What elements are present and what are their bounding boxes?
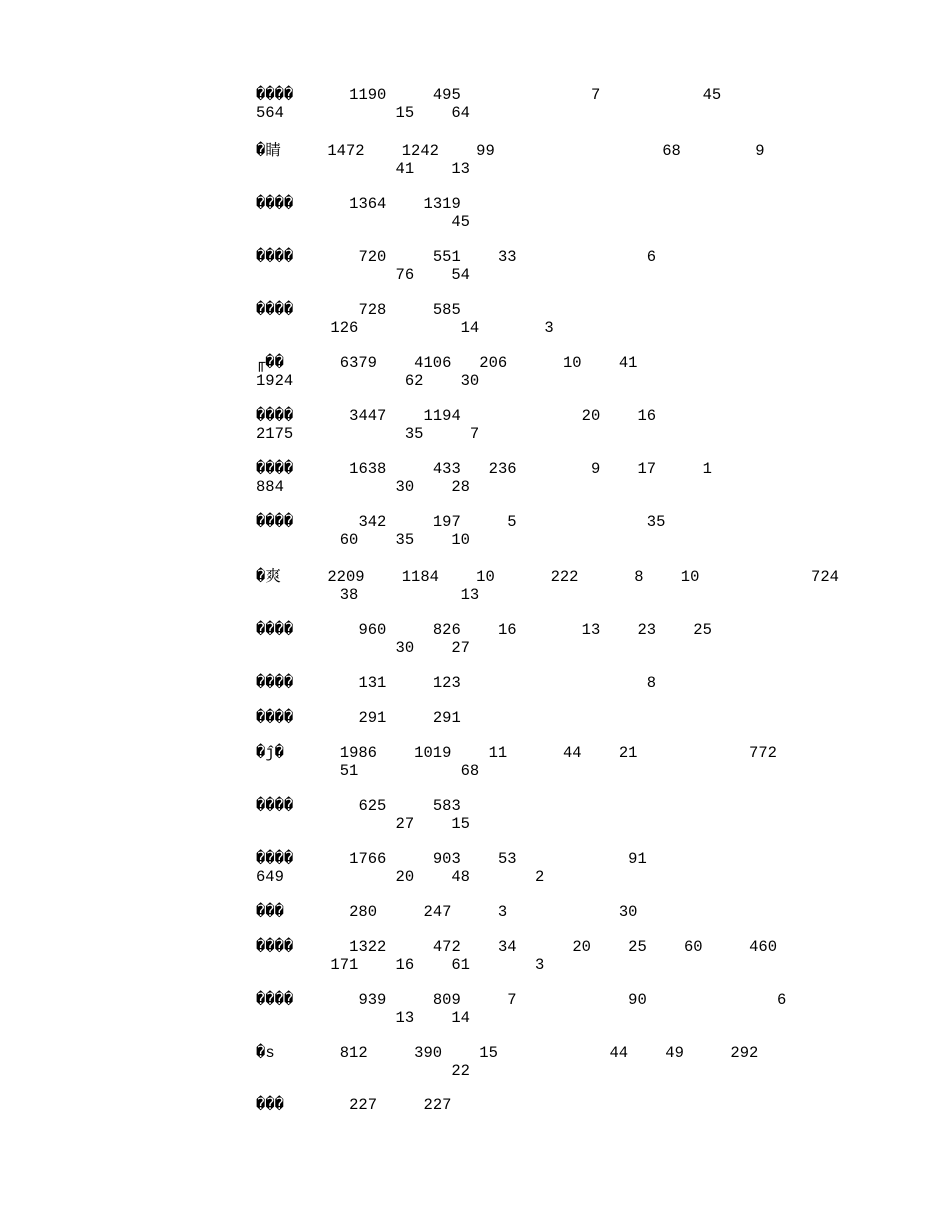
- text-line-30: 649 20 48 2: [256, 868, 545, 886]
- text-line-7: ���� 720 551 33 6: [256, 248, 657, 266]
- text-line-35: 13 14: [256, 1009, 470, 1027]
- text-line-24: ���� 291 291: [256, 709, 461, 727]
- text-line-5: ���� 1364 1319: [256, 195, 461, 213]
- text-line-26: 51 68: [256, 762, 480, 780]
- text-line-9: ���� 728 585: [256, 301, 461, 319]
- text-line-22: 30 27: [256, 639, 470, 657]
- text-line-28: 27 15: [256, 815, 470, 833]
- text-line-25: �ĵ� 1986 1019 11 44 21 772: [256, 744, 777, 762]
- text-line-1: ���� 1190 495 7 45: [256, 86, 722, 104]
- text-line-21: ���� 960 826 16 13 23 25: [256, 621, 712, 639]
- text-line-18: 60 35 10: [256, 531, 470, 549]
- text-line-33: 171 16 61 3: [256, 956, 545, 974]
- text-line-4: 41 13: [256, 160, 470, 178]
- text-line-29: ���� 1766 903 53 91: [256, 850, 647, 868]
- text-line-17: ���� 342 197 5 35: [256, 513, 666, 531]
- text-line-16: 884 30 28: [256, 478, 470, 496]
- text-line-20: 38 13: [256, 586, 480, 604]
- text-line-38: ��� 227 227: [256, 1096, 452, 1114]
- text-line-2: 564 15 64: [256, 104, 470, 122]
- text-line-10: 126 14 3: [256, 319, 554, 337]
- text-line-19: �爽 2209 1184 10 222 8 10 724: [256, 568, 839, 586]
- text-line-14: 2175 35 7: [256, 425, 480, 443]
- text-line-12: 1924 62 30: [256, 372, 480, 390]
- text-line-36: �s 812 390 15 44 49 292: [256, 1044, 759, 1062]
- text-line-23: ���� 131 123 8: [256, 674, 657, 692]
- text-line-32: ���� 1322 472 34 20 25 60 460: [256, 938, 778, 956]
- text-line-8: 76 54: [256, 266, 470, 284]
- text-line-37: 22: [256, 1062, 470, 1080]
- text-line-11: ╓�� 6379 4106 206 10 41: [256, 354, 638, 372]
- text-line-15: ���� 1638 433 236 9 17 1: [256, 460, 712, 478]
- text-line-34: ���� 939 809 7 90 6: [256, 991, 787, 1009]
- text-line-31: ��� 280 247 3 30: [256, 903, 638, 921]
- text-line-13: ���� 3447 1194 20 16: [256, 407, 657, 425]
- text-line-27: ���� 625 583: [256, 797, 461, 815]
- text-line-6: 45: [256, 213, 470, 231]
- text-line-3: �睛 1472 1242 99 68 9: [256, 142, 765, 160]
